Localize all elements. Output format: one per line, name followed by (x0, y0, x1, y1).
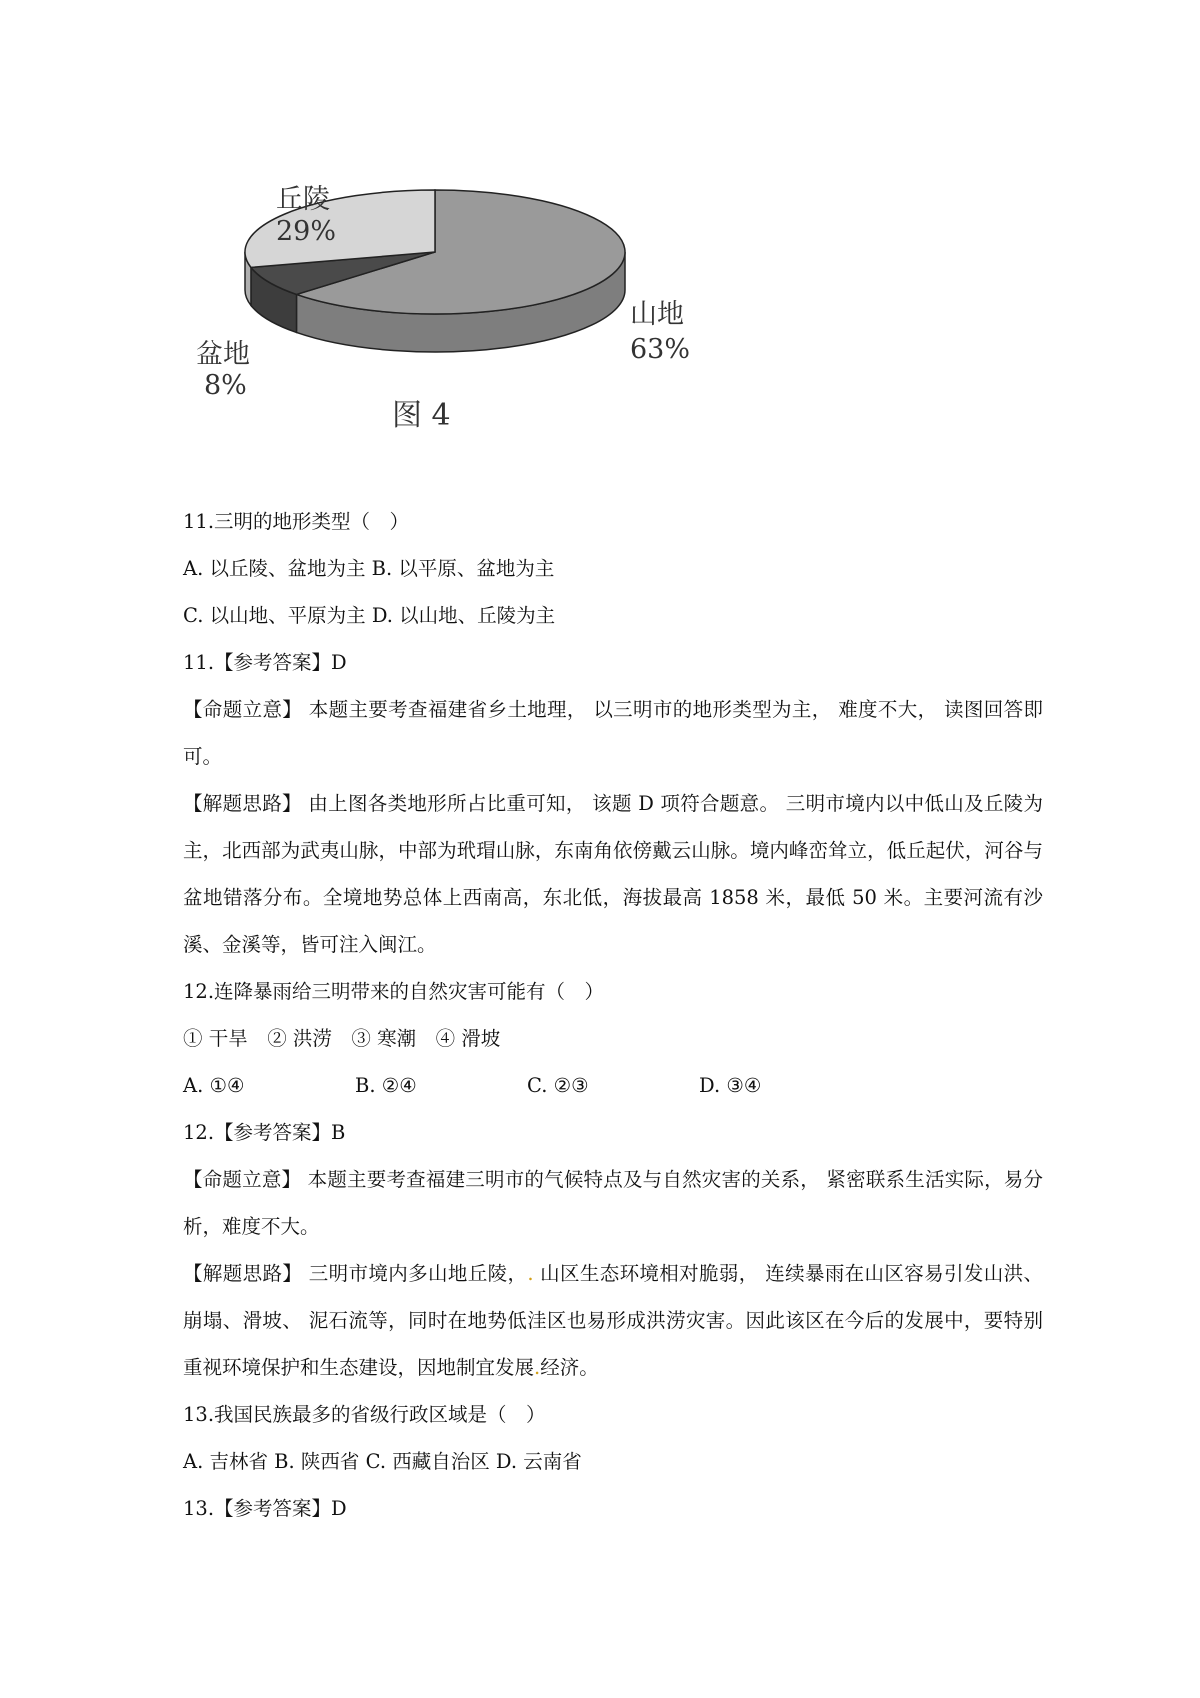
q12-analysis (183, 1250, 1043, 1391)
q12-answer: 12.【参考答案】B (183, 1121, 346, 1144)
q12-option-d: D. ③④ (699, 1074, 762, 1097)
q13-answer: 13.【参考答案】D (183, 1497, 347, 1520)
q12-analysis-part3: 经济。 (540, 1356, 599, 1379)
q13-options: A. 吉林省 B. 陕西省 C. 西藏自治区 D. 云南省 (183, 1450, 582, 1473)
q11-stem: 11.三明的地形类型（ ） (183, 510, 410, 533)
q12-items: ① 干旱 ② 洪涝 ③ 寒潮 ④ 滑坡 (183, 1027, 501, 1050)
slice-value-basin: 8% (204, 370, 247, 401)
chart-caption: 图 4 (392, 398, 451, 433)
slice-value-hills: 29% (276, 216, 337, 247)
q12-analysis-part1: 【解题思路】 三明市境内多山地丘陵， (183, 1262, 528, 1285)
q12-option-c: C. ②③ (527, 1074, 589, 1097)
stray-dot-mark: . (534, 1356, 541, 1379)
q12-intent: 【命题立意】 本题主要考查福建三明市的气候特点及与自然灾害的关系， 紧密联系生活实际，易分析，难度不大。 (183, 1168, 1043, 1238)
q11-answer: 11.【参考答案】D (183, 651, 347, 674)
slice-label-basin: 盆地 (196, 339, 250, 370)
q11-intent: 【命题立意】 本题主要考查福建省乡土地理， 以三明市的地形类型为主， 难度不大， 读图回答即可。 (183, 698, 1043, 768)
q12-stem: 12.连降暴雨给三明带来的自然灾害可能有（ ） (183, 980, 605, 1003)
q11-analysis: 【解题思路】 由上图各类地形所占比重可知， 该题 D 项符合题意。 三明市境内以中低山及丘陵为主，北西部为武夷山脉，中部为玳瑁山脉，东南角依傍戴云山脉。境内峰峦耸立，低丘起伏，河谷与盆地错落分布。全境地势总体上西南高，东北低，海拔最高 1858 米，最低 50 米。主要河流有沙溪、金溪等，皆可注入闽江。 (183, 792, 1043, 956)
q12-options (183, 1062, 1043, 1109)
q12-option-a: A. ①④ (183, 1074, 245, 1097)
question-content (183, 498, 1043, 1532)
pie-chart-figure (190, 180, 770, 470)
slice-label-hills: 丘陵 (276, 184, 330, 215)
slice-label-mountain: 山地 (630, 299, 684, 330)
slice-value-mountain: 63% (630, 334, 691, 365)
q12-option-b: B. ②④ (355, 1074, 417, 1097)
stray-dot-mark: . (527, 1262, 534, 1285)
q11-options-cd: C. 以山地、平原为主 D. 以山地、丘陵为主 (183, 604, 556, 627)
pie-chart (190, 180, 770, 470)
q12-analysis-part2: 山区生态环境相对脆弱， 连续暴雨在山区容易引发山洪、崩塌、滑坡、 泥石流等，同时在地势低洼区也易形成洪涝灾害。因此该区在今后的发展中，要特别重视环境保护和生态建设，因地制宜发展 (183, 1262, 1043, 1379)
q13-stem: 13.我国民族最多的省级行政区域是（ ） (183, 1403, 546, 1426)
q11-options-ab: A. 以丘陵、盆地为主 B. 以平原、盆地为主 (183, 557, 555, 580)
